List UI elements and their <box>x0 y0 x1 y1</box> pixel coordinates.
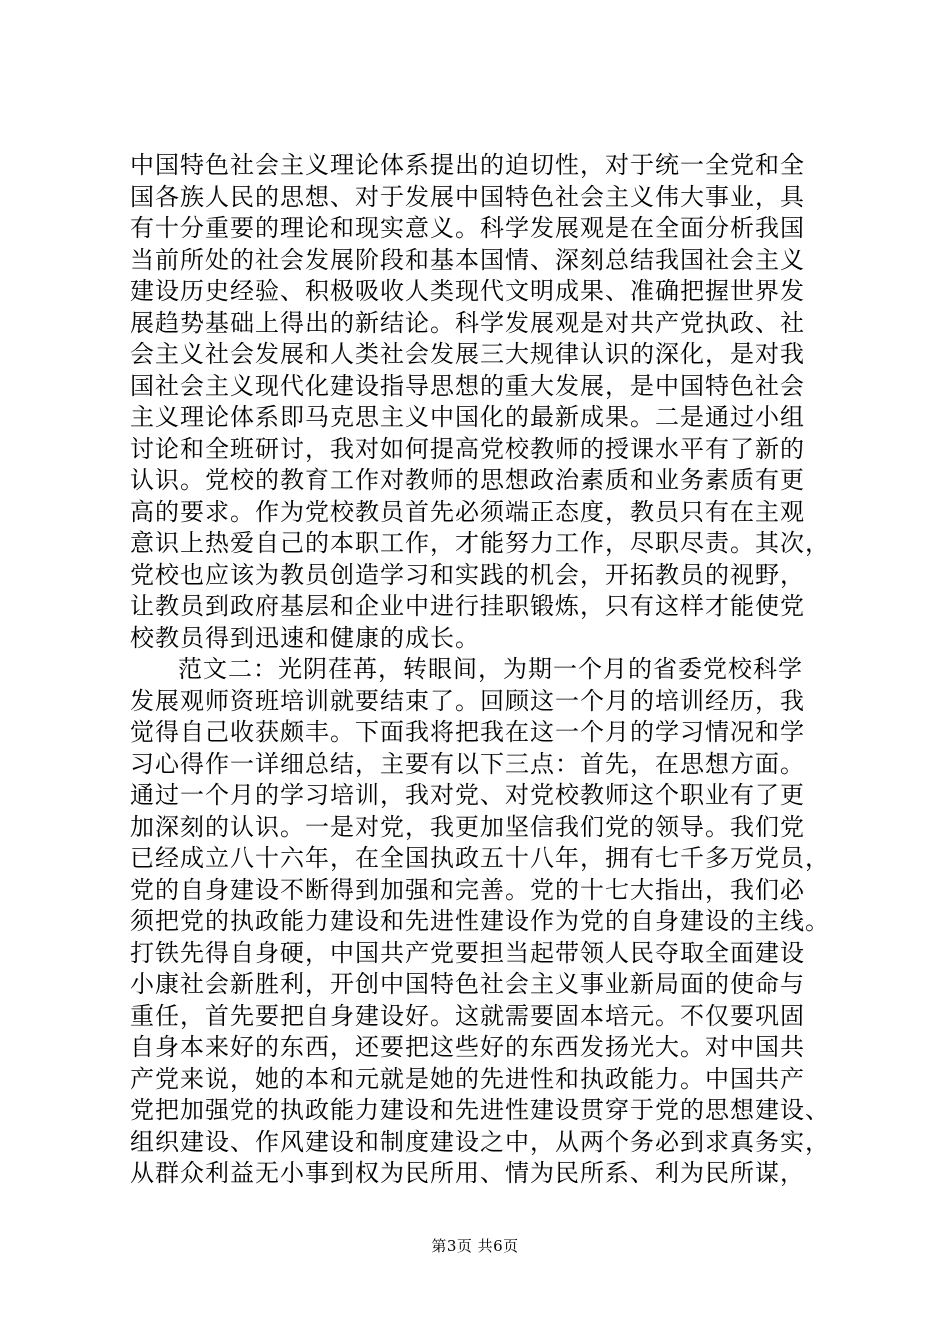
text-line: 主义理论体系即马克思主义中国化的最新成果。二是通过小组 <box>130 403 805 431</box>
text-line: 组织建设、作风建设和制度建设之中，从两个务必到求真务实， <box>130 1127 830 1156</box>
text-line: 觉得自己收获颇丰。下面我将把我在这一个月的学习情况和学 <box>130 718 805 746</box>
document-body <box>130 150 830 1190</box>
text-line: 通过一个月的学习培训，我对党、对党校教师这个职业有了更 <box>130 781 805 809</box>
text-line: 展趋势基础上得出的新结论。科学发展观是对共产党执政、社 <box>130 308 805 337</box>
text-line: 已经成立八十六年，在全国执政五十八年，拥有七千多万党员， <box>130 844 830 872</box>
text-line: 讨论和全班研讨，我对如何提高党校教师的授课水平有了新的 <box>130 434 805 463</box>
text-line: 中国特色社会主义理论体系提出的迫切性，对于统一全党和全 <box>130 151 805 179</box>
text-line: 须把党的执政能力建设和先进性建设作为党的自身建设的主线。 <box>130 907 830 935</box>
text-line: 高的要求。作为党校教员首先必须端正态度，教员只有在主观 <box>130 497 805 526</box>
text-line: 小康社会新胜利，开创中国特色社会主义事业新局面的使命与 <box>130 970 805 998</box>
text-line: 当前所处的社会发展阶段和基本国情、深刻总结我国社会主义 <box>130 245 805 274</box>
text-line: 校教员得到迅速和健康的成长。 <box>130 623 480 652</box>
text-line: 重任，首先要把自身建设好。这就需要固本培元。不仅要巩固 <box>130 1001 805 1030</box>
paragraph-start-line: 范文二：光阴荏苒，转眼间，为期一个月的省委党校科学 <box>178 655 803 683</box>
text-line: 党把加强党的执政能力建设和先进性建设贯穿于党的思想建设、 <box>130 1096 830 1124</box>
text-line: 国各族人民的思想、对于发展中国特色社会主义伟大事业，具 <box>130 182 805 211</box>
text-line: 产党来说，她的本和元就是她的先进性和执政能力。中国共产 <box>130 1064 805 1093</box>
text-line: 建设历史经验、积极吸收人类现代文明成果、准确把握世界发 <box>130 277 805 305</box>
text-line: 党校也应该为教员创造学习和实践的机会，开拓教员的视野， <box>130 560 805 589</box>
text-line: 党的自身建设不断得到加强和完善。党的十七大指出，我们必 <box>130 875 805 904</box>
text-line: 意识上热爱自己的本职工作，才能努力工作，尽职尽责。其次， <box>130 529 830 557</box>
text-line: 自身本来好的东西，还要把这些好的东西发扬光大。对中国共 <box>130 1033 805 1061</box>
text-line: 发展观师资班培训就要结束了。回顾这一个月的培训经历，我 <box>130 686 805 715</box>
page-number-footer: 第3页 共6页 <box>431 1237 519 1255</box>
text-line: 让教员到政府基层和企业中进行挂职锻炼，只有这样才能使党 <box>130 592 805 620</box>
text-line: 认识。党校的教育工作对教师的思想政治素质和业务素质有更 <box>130 466 805 494</box>
text-line: 有十分重要的理论和现实意义。科学发展观是在全面分析我国 <box>130 214 805 242</box>
text-line: 加深刻的认识。一是对党，我更加坚信我们党的领导。我们党 <box>130 812 805 841</box>
text-line: 从群众利益无小事到权为民所用、情为民所系、利为民所谋， <box>130 1159 805 1187</box>
text-line: 国社会主义现代化建设指导思想的重大发展，是中国特色社会 <box>130 371 805 400</box>
text-line: 会主义社会发展和人类社会发展三大规律认识的深化，是对我 <box>130 340 805 368</box>
text-line: 打铁先得自身硬，中国共产党要担当起带领人民夺取全面建设 <box>130 938 805 967</box>
text-line: 习心得作一详细总结，主要有以下三点：首先，在思想方面。 <box>130 749 805 778</box>
